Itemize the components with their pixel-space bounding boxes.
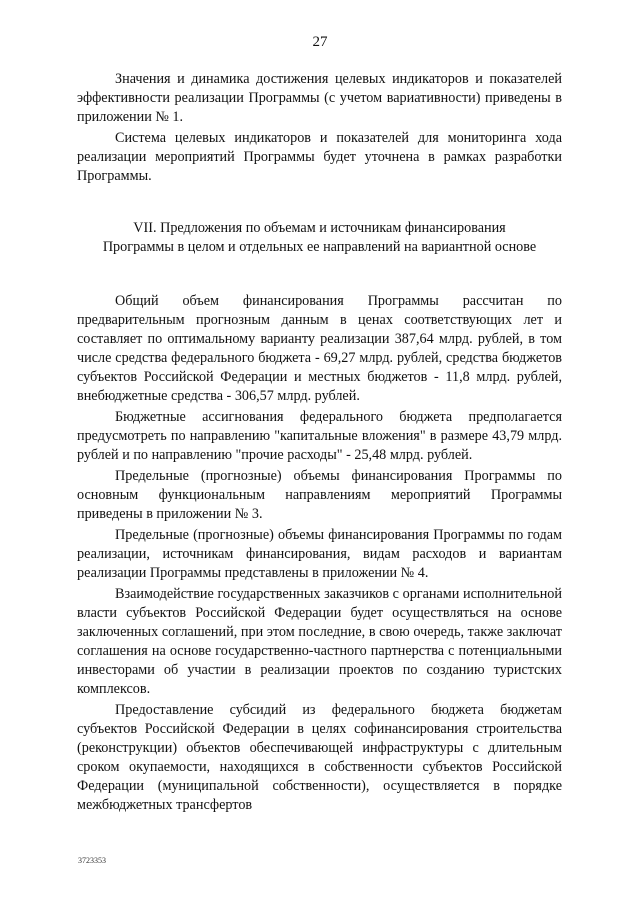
paragraph-budget-allocations: Бюджетные ассигнования федерального бюджета предполагается предусмотреть по направлению "капитальные вложения" в размере 43,79 млрд. рублей и по направлению "прочие расходы" - 25,48 млрд. рублей. (77, 409, 562, 463)
section-heading-line-1: VII. Предложения по объемам и источникам финансирования (133, 220, 506, 236)
section-heading-line-2: Программы в целом и отдельных ее направлений на вариантной основе (102, 239, 537, 255)
page-number: 27 (312, 34, 328, 50)
paragraph-years-sources: Предельные (прогнозные) объемы финансирования Программы по годам реализации, источникам финансирования, видам расходов и вариантам реализации Программы представлены в приложении № 4. (77, 527, 562, 581)
paragraph-total-financing: Общий объем финансирования Программы рассчитан по предварительным прогнозным данным в ценах соответствующих лет и составляет по оптимальному варианту реализации 387,64 млрд. рублей, в том числе средства федерального бюджета - 69,27 млрд. рублей, средства бюджетов субъектов Российской Федерации и местных бюджетов - 11,8 млрд. рублей, внебюджетные средства - 306,57 млрд. рублей. (77, 293, 562, 404)
document-code: 3723353 (78, 856, 106, 865)
paragraph-indicators-system: Система целевых индикаторов и показателей для мониторинга хода реализации мероприятий Программы будет уточнена в рамках разработки Программы. (77, 130, 562, 184)
paragraph-functional-directions: Предельные (прогнозные) объемы финансирования Программы по основным функциональным направлениям мероприятий Программы приведены в приложении № 3. (77, 468, 562, 522)
document-body (77, 70, 562, 815)
paragraph-indicators-values: Значения и динамика достижения целевых индикаторов и показателей эффективности реализации Программы (с учетом вариативности) приведены в приложении № 1. (77, 71, 562, 125)
paragraph-interaction: Взаимодействие государственных заказчиков с органами исполнительной власти субъектов Российской Федерации будет осуществляться на основе заключенных соглашений, при этом последние, в свою очередь, также заключат соглашения на основе государственно-частного партнерства с потенциальными инвесторами об участии в реализации проектов по созданию туристских комплексов. (77, 586, 562, 697)
paragraph-subsidies: Предоставление субсидий из федерального бюджета бюджетам субъектов Российской Федерации в целях софинансирования строительства (реконструкции) объектов обеспечивающей инфраструктуры с длительным сроком окупаемости, находящихся в собственности субъектов Российской Федерации (муниципальной собственности), осуществляется в порядке межбюджетных трансфертов (77, 702, 562, 813)
section-heading (77, 219, 562, 257)
